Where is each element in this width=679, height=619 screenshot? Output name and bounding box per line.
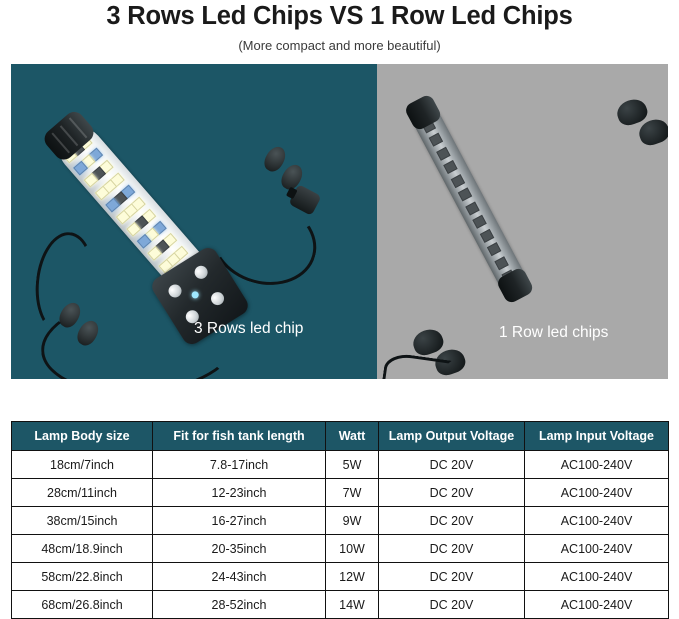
cell-input-voltage: AC100-240V xyxy=(525,535,669,563)
led-chip xyxy=(429,133,443,147)
controller-button xyxy=(166,282,184,300)
led-chip xyxy=(451,174,465,188)
cell-lamp-body-size: 18cm/7inch xyxy=(12,451,153,479)
controller-button xyxy=(209,290,227,308)
column-header-output-voltage: Lamp Output Voltage xyxy=(379,422,525,451)
led-chip xyxy=(472,215,486,229)
cell-output-voltage: DC 20V xyxy=(379,535,525,563)
panel-one-row xyxy=(377,64,668,379)
cell-output-voltage: DC 20V xyxy=(379,479,525,507)
cell-lamp-body-size: 58cm/22.8inch xyxy=(12,563,153,591)
table-row xyxy=(12,591,669,619)
led-chip xyxy=(465,201,479,215)
lamp-tube xyxy=(410,104,530,297)
led-chip xyxy=(443,160,457,174)
cell-tank-length: 12-23inch xyxy=(153,479,326,507)
cell-watt: 9W xyxy=(326,507,379,535)
cell-input-voltage: AC100-240V xyxy=(525,563,669,591)
cell-output-voltage: DC 20V xyxy=(379,591,525,619)
comparison-photo-band xyxy=(11,64,668,379)
panel-right-caption: 1 Row led chips xyxy=(499,324,609,341)
cell-tank-length: 16-27inch xyxy=(153,507,326,535)
cell-output-voltage: DC 20V xyxy=(379,563,525,591)
led-chip xyxy=(436,147,450,161)
cell-tank-length: 28-52inch xyxy=(153,591,326,619)
cell-watt: 12W xyxy=(326,563,379,591)
column-header-input-voltage: Lamp Input Voltage xyxy=(525,422,669,451)
page-subtitle: (More compact and more beautiful) xyxy=(238,38,441,53)
table-header-row xyxy=(12,422,669,451)
cell-input-voltage: AC100-240V xyxy=(525,451,669,479)
column-header-lamp-body-size: Lamp Body size xyxy=(12,422,153,451)
led-bar-1-row-icon xyxy=(401,92,540,310)
cell-lamp-body-size: 48cm/18.9inch xyxy=(12,535,153,563)
cell-output-voltage: DC 20V xyxy=(379,451,525,479)
panel-left-caption: 3 Rows led chip xyxy=(194,320,304,337)
column-header-fit-tank-length: Fit for fish tank length xyxy=(153,422,326,451)
panel-three-row xyxy=(11,64,377,379)
controller-button xyxy=(192,263,210,281)
cell-watt: 14W xyxy=(326,591,379,619)
cell-lamp-body-size: 68cm/26.8inch xyxy=(12,591,153,619)
specification-table-wrapper xyxy=(11,421,668,619)
cell-tank-length: 7.8-17inch xyxy=(153,451,326,479)
cell-lamp-body-size: 38cm/15inch xyxy=(12,507,153,535)
table-row xyxy=(12,563,669,591)
cell-input-voltage: AC100-240V xyxy=(525,591,669,619)
table-row xyxy=(12,535,669,563)
led-chip xyxy=(458,188,472,202)
cell-tank-length: 24-43inch xyxy=(153,563,326,591)
cell-watt: 7W xyxy=(326,479,379,507)
controller-led-indicator xyxy=(190,290,200,300)
cell-tank-length: 20-35inch xyxy=(153,535,326,563)
cell-input-voltage: AC100-240V xyxy=(525,479,669,507)
chip-row-1 xyxy=(424,119,516,282)
table-row xyxy=(12,451,669,479)
specification-table xyxy=(11,421,669,619)
page-title: 3 Rows Led Chips VS 1 Row Led Chips xyxy=(106,2,573,30)
table-row xyxy=(12,507,669,535)
cell-input-voltage: AC100-240V xyxy=(525,507,669,535)
cell-lamp-body-size: 28cm/11inch xyxy=(12,479,153,507)
led-chip xyxy=(487,242,501,256)
cell-watt: 10W xyxy=(326,535,379,563)
led-chip xyxy=(494,256,508,270)
column-header-watt: Watt xyxy=(326,422,379,451)
table-row xyxy=(12,479,669,507)
cell-watt: 5W xyxy=(326,451,379,479)
cell-output-voltage: DC 20V xyxy=(379,507,525,535)
led-chip xyxy=(480,229,494,243)
